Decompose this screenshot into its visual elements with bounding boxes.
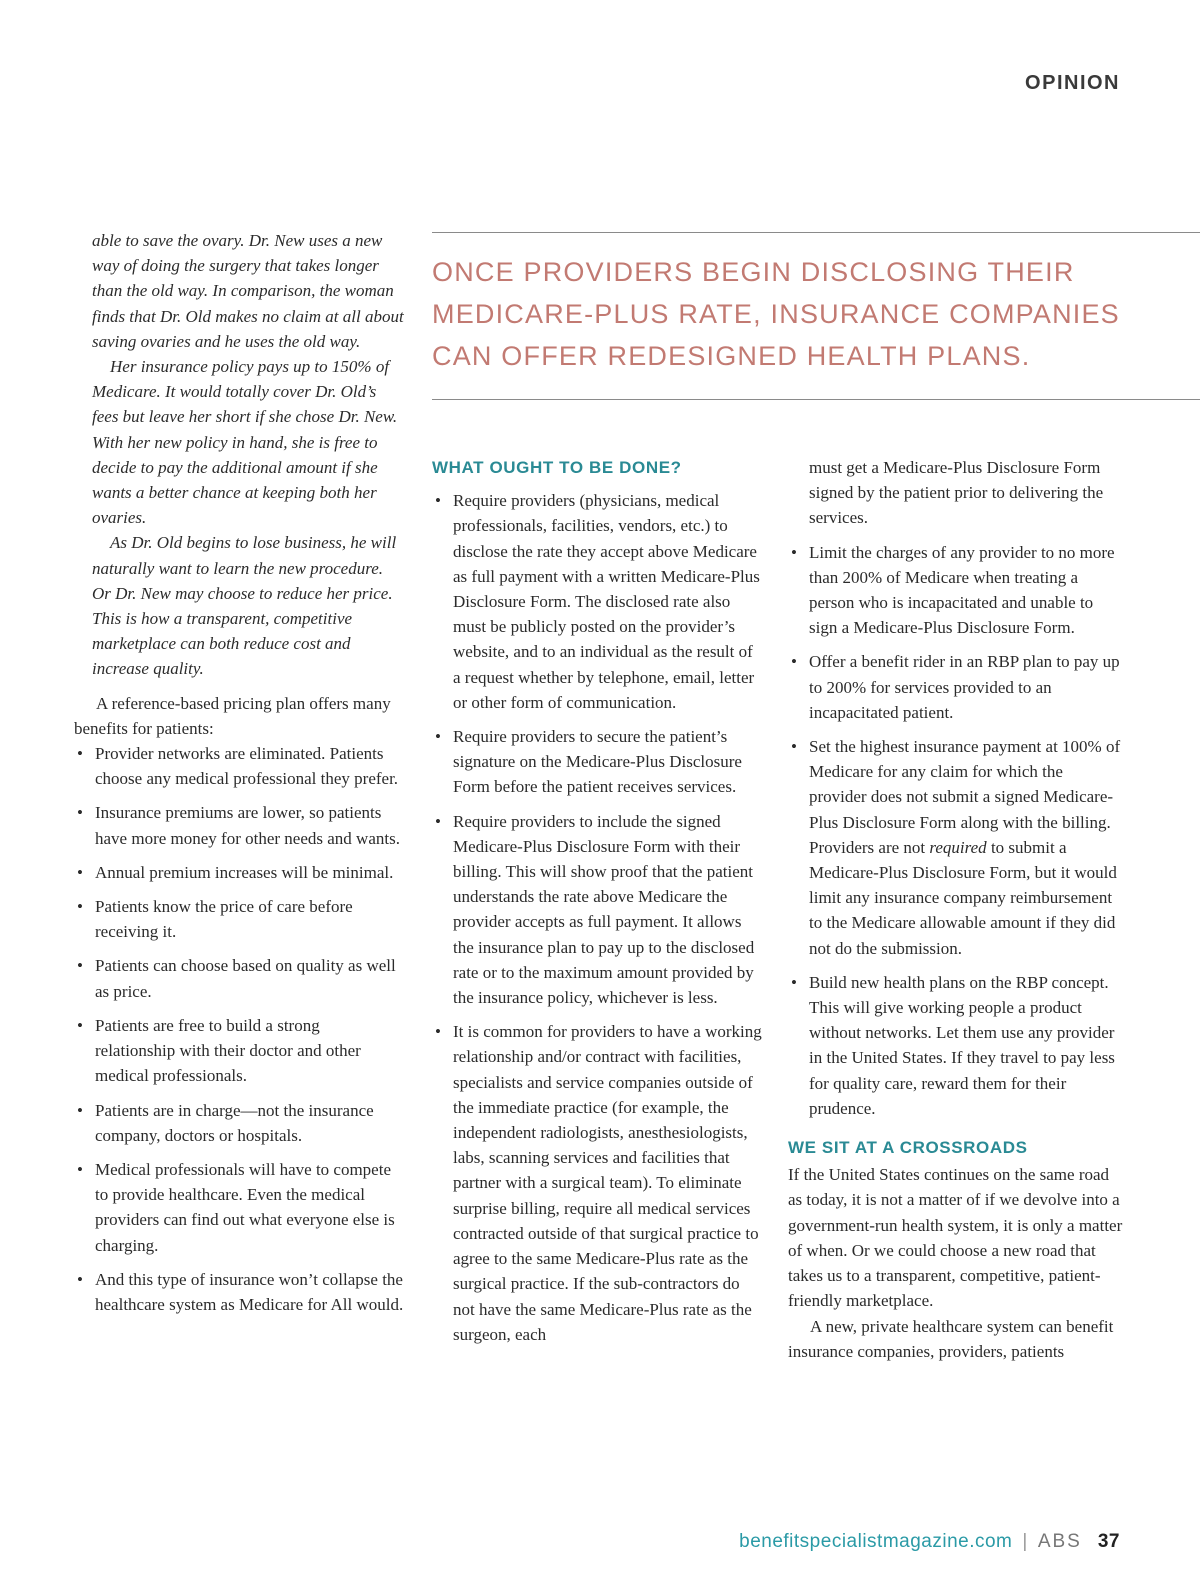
anecdote-paragraph-2: Her insurance policy pays up to 150% of Medicare. It would totally cover Dr. Old’s fees but leave her short if she chose Dr. New. With her new policy in hand, she is free to decide to pay the additional amount if she wants a better chance at keeping both her ovaries. xyxy=(92,357,398,528)
list-item: • And this type of insurance won’t collapse the healthcare system as Medicare for All would. xyxy=(74,1267,404,1317)
text-run: Set the highest insurance payment at 100% of Medicare for any claim for which the provider does not submit a signed Medicare-Plus Disclosure Form along with the billing. Providers are not xyxy=(809,737,1121,857)
section-label: OPINION xyxy=(1025,72,1120,94)
list-item: • Patients are in charge—not the insurance company, doctors or hospitals. xyxy=(74,1098,404,1148)
text-run: to submit a Medicare-Plus Disclosure Form, but it would limit any insurance company reimbursement to the Medicare allowable amount if they did not do the submission. xyxy=(809,837,1117,958)
crossroads-paragraph-2: A new, private healthcare system can benefit insurance companies, providers, patients xyxy=(788,1316,1114,1361)
continued-text: must get a Medicare-Plus Disclosure Form signed by the patient prior to delivering the services. xyxy=(809,458,1104,528)
right-column xyxy=(788,455,1123,1364)
benefits-list xyxy=(74,741,404,1317)
list-item: • Patients can choose based on quality as well as price. xyxy=(74,953,404,1003)
emphasis-text: required xyxy=(929,837,987,857)
page-number: 37 xyxy=(1097,1531,1120,1552)
anecdote-paragraph-1: able to save the ovary. Dr. New uses a new way of doing the surgery that takes longer than the old way. In comparison, the woman finds that Dr. Old makes no claim at all about saving ovaries and he uses the old way. xyxy=(92,231,404,351)
list-item xyxy=(788,734,1123,961)
list-item: • Build new health plans on the RBP concept. This will give working people a product without networks. Let them use any provider in the United States. If they travel to pay less for quality care, reward them for their prudence. xyxy=(788,970,1123,1121)
pull-quote xyxy=(432,232,1200,400)
footer-magazine: ABS xyxy=(1037,1531,1082,1552)
list-item: • Annual premium increases will be minimal. xyxy=(74,860,404,885)
list-item: • Insurance premiums are lower, so patients have more money for other needs and wants. xyxy=(74,800,404,850)
anecdote-paragraph-3: As Dr. Old begins to lose business, he will naturally want to learn the new procedure. Or Dr. New may choose to reduce her price. This is how a transparent, competitive marketplace can both reduce cost and increase quality. xyxy=(92,533,397,679)
list-item: • Patients are free to build a strong relationship with their doctor and other medical professionals. xyxy=(74,1013,404,1089)
page-footer xyxy=(739,1531,1120,1553)
footer-website[interactable]: benefitspecialistmagazine.com xyxy=(739,1531,1013,1552)
list-item: • Provider networks are eliminated. Patients choose any medical professional they prefer. xyxy=(74,741,404,791)
section-heading: WHAT OUGHT TO BE DONE? xyxy=(432,458,682,477)
list-item: • Medical professionals will have to compete to provide healthcare. Even the medical providers can find out what everyone else is charging. xyxy=(74,1157,404,1258)
list-item: • Require providers (physicians, medical professionals, facilities, vendors, etc.) to disclose the rate they accept above Medicare as full payment with a written Medicare-Plus Disclosure Form. The disclosed rate also must be publicly posted on the provider’s website, and to an individual as the result of a request whether by telephone, email, letter or other form of communication. xyxy=(432,488,762,715)
left-column xyxy=(74,228,404,1326)
pull-quote-text: ONCE PROVIDERS BEGIN DISCLOSING THEIR MEDICARE-PLUS RATE, INSURANCE COMPANIES CAN OFFER REDESIGNED HEALTH PLANS. xyxy=(432,257,1120,371)
recommendations-list-continued xyxy=(788,540,1123,1121)
list-item: • Limit the charges of any provider to no more than 200% of Medicare when treating a person who is incapacitated and unable to sign a Medicare-Plus Disclosure Form. xyxy=(788,540,1123,641)
recommendations-list xyxy=(432,488,762,1347)
italic-anecdote xyxy=(74,228,404,682)
list-item: • Require providers to include the signed Medicare-Plus Disclosure Form with their billing. This will show proof that the patient understands the rate above Medicare the provider accepts as full payment. It allows the insurance plan to pay up to the disclosed rate or to the maximum amount provided by the insurance policy, whichever is less. xyxy=(432,809,762,1011)
list-item: • Require providers to secure the patient’s signature on the Medicare-Plus Disclosure Form before the patient receives services. xyxy=(432,724,762,800)
list-item: • Patients know the price of care before receiving it. xyxy=(74,894,404,944)
benefits-intro: A reference-based pricing plan offers many benefits for patients: xyxy=(74,693,391,738)
list-item: • Offer a benefit rider in an RBP plan to pay up to 200% for services provided to an incapacitated patient. xyxy=(788,649,1123,725)
section-heading: WE SIT AT A CROSSROADS xyxy=(788,1138,1028,1158)
footer-separator: | xyxy=(1022,1531,1028,1552)
list-item: • It is common for providers to have a working relationship and/or contract with facilities, specialists and service companies outside of the immediate practice (for example, the independent radiologists, anesthesiologists, labs, scanning services and facilities that partner with a surgical team). To eliminate surprise billing, require all medical services contracted outside of that surgical practice to agree to the same Medicare-Plus rate as the surgical practice. If the sub-contractors do not have the same Medicare-Plus rate as the surgeon, each xyxy=(432,1019,762,1347)
middle-column xyxy=(432,455,762,1356)
crossroads-paragraph-1: If the United States continues on the same road as today, it is not a matter of if we devolve into a government-run health system, it is only a matter of when. Or we could choose a new road that takes us to a transparent, competitive, patient-friendly marketplace. xyxy=(788,1165,1123,1311)
